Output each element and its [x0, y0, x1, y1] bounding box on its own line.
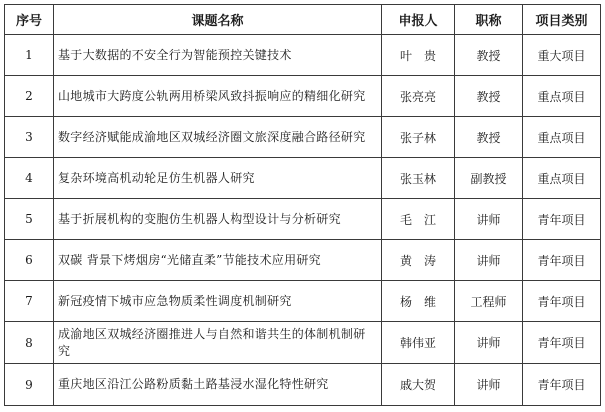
- header-project-title: 课题名称: [54, 5, 382, 35]
- cell-project-category: 重点项目: [523, 76, 601, 117]
- cell-serial-number: 5: [5, 199, 54, 240]
- table-row: [5, 76, 601, 117]
- cell-title-rank: 讲师: [455, 322, 523, 364]
- cell-title-rank: 教授: [455, 76, 523, 117]
- cell-title-rank: 教授: [455, 117, 523, 158]
- cell-applicant: 张玉林: [382, 158, 455, 199]
- project-table: [4, 4, 601, 406]
- table-row: [5, 199, 601, 240]
- table-row: [5, 322, 601, 364]
- cell-serial-number: 3: [5, 117, 54, 158]
- header-applicant: 申报人: [382, 5, 455, 35]
- cell-project-category: 青年项目: [523, 322, 601, 364]
- cell-project-category: 青年项目: [523, 281, 601, 322]
- table-row: [5, 281, 601, 322]
- cell-serial-number: 6: [5, 240, 54, 281]
- header-row: [5, 5, 601, 35]
- cell-applicant: 叶 贵: [382, 35, 455, 76]
- cell-project-title: 山地城市大跨度公轨两用桥梁风致抖振响应的精细化研究: [54, 76, 382, 117]
- cell-serial-number: 2: [5, 76, 54, 117]
- table-row: [5, 240, 601, 281]
- cell-serial-number: 7: [5, 281, 54, 322]
- cell-applicant: 张子林: [382, 117, 455, 158]
- table-row: [5, 158, 601, 199]
- cell-project-title: 复杂环境高机动轮足仿生机器人研究: [54, 158, 382, 199]
- cell-project-category: 青年项目: [523, 199, 601, 240]
- cell-applicant: 毛 江: [382, 199, 455, 240]
- cell-project-title: 基于大数据的不安全行为智能预控关键技术: [54, 35, 382, 76]
- cell-project-title: 基于折展机构的变胞仿生机器人构型设计与分析研究: [54, 199, 382, 240]
- cell-serial-number: 4: [5, 158, 54, 199]
- cell-title-rank: 工程师: [455, 281, 523, 322]
- cell-project-title: 成渝地区双城经济圈推进人与自然和谐共生的体制机制研究: [54, 322, 382, 364]
- table-row: [5, 364, 601, 406]
- cell-project-title: 新冠疫情下城市应急物质柔性调度机制研究: [54, 281, 382, 322]
- cell-title-rank: 教授: [455, 35, 523, 76]
- cell-project-category: 青年项目: [523, 364, 601, 406]
- cell-project-category: 重大项目: [523, 35, 601, 76]
- cell-title-rank: 讲师: [455, 240, 523, 281]
- cell-project-title: 双碳 背景下烤烟房“光储直柔”节能技术应用研究: [54, 240, 382, 281]
- cell-title-rank: 讲师: [455, 364, 523, 406]
- cell-project-title: 数字经济赋能成渝地区双城经济圈文旅深度融合路径研究: [54, 117, 382, 158]
- cell-applicant: 韩伟亚: [382, 322, 455, 364]
- cell-title-rank: 副教授: [455, 158, 523, 199]
- cell-project-title: 重庆地区沿江公路粉质黏土路基浸水湿化特性研究: [54, 364, 382, 406]
- cell-serial-number: 9: [5, 364, 54, 406]
- header-project-category: 项目类别: [523, 5, 601, 35]
- cell-applicant: 黄 涛: [382, 240, 455, 281]
- cell-project-category: 重点项目: [523, 158, 601, 199]
- cell-applicant: 杨 维: [382, 281, 455, 322]
- cell-serial-number: 8: [5, 322, 54, 364]
- cell-title-rank: 讲师: [455, 199, 523, 240]
- table-row: [5, 117, 601, 158]
- cell-project-category: 重点项目: [523, 117, 601, 158]
- header-title-rank: 职称: [455, 5, 523, 35]
- header-serial-number: 序号: [5, 5, 54, 35]
- cell-serial-number: 1: [5, 35, 54, 76]
- table-row: [5, 35, 601, 76]
- cell-project-category: 青年项目: [523, 240, 601, 281]
- cell-applicant: 戚大贺: [382, 364, 455, 406]
- cell-applicant: 张亮亮: [382, 76, 455, 117]
